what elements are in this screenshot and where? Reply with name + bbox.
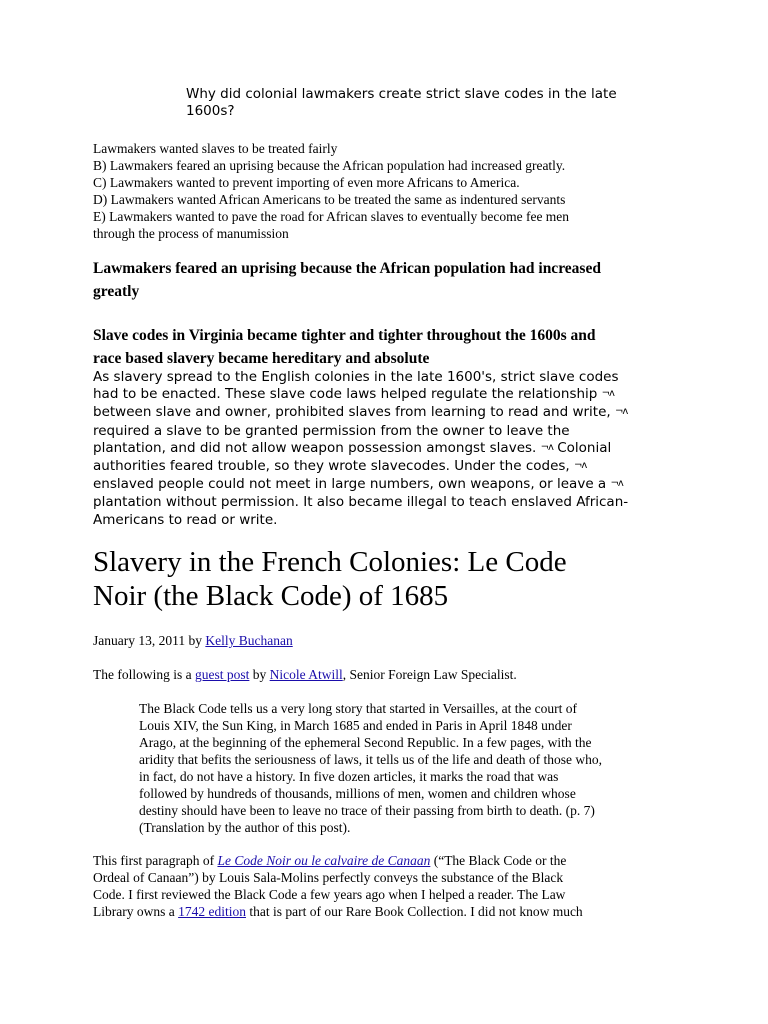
- slave-codes-heading: [93, 324, 673, 370]
- guest-post-link[interactable]: guest post: [194, 667, 250, 682]
- paragraph-line: [93, 458, 668, 476]
- answer-options: [93, 140, 673, 242]
- line-text: between slave and owner, prohibited slaves from learning to read and write,: [93, 404, 611, 421]
- block-quote: [139, 700, 679, 836]
- option-item: through the process of manumission: [93, 226, 289, 241]
- option-item: C) Lawmakers wanted to prevent importing of even more Africans to America.: [93, 175, 520, 190]
- answer-heading: [93, 257, 673, 303]
- intro-line: [93, 666, 517, 683]
- 1742-edition-link[interactable]: 1742 edition: [178, 904, 246, 919]
- paragraph-line: Americans to read or write.: [93, 511, 278, 528]
- answer-line: Lawmakers feared an uprising because the African population had increased: [93, 260, 601, 277]
- question-text: [186, 86, 656, 120]
- paragraph-line: [93, 440, 668, 458]
- paragraph-line: As slavery spread to the English colonies in the late 1600's, strict slave codes: [93, 369, 619, 385]
- paragraph-line: [93, 386, 668, 404]
- post-date: January 13, 2011 by: [93, 633, 202, 648]
- not-sign-glyph: ¬ʌ: [574, 460, 587, 472]
- line-text: authorities feared trouble, so they wrote slavecodes. Under the codes,: [93, 458, 570, 475]
- not-sign-glyph: ¬ʌ: [614, 406, 628, 418]
- body-text: that is part of our Rare Book Collection. I did not know much: [249, 904, 583, 919]
- option-item: B) Lawmakers feared an uprising because the African population had increased greatly.: [93, 158, 566, 173]
- intro-text: The following is a: [93, 667, 192, 682]
- option-item: Lawmakers wanted slaves to be treated fairly: [93, 141, 338, 156]
- body-line: [93, 903, 673, 920]
- title-line: Slavery in the French Colonies: Le Code: [93, 546, 567, 578]
- line-text: enslaved people could not meet in large numbers, own weapons, or leave a: [93, 476, 607, 493]
- line-text: plantation, and did not allow weapon possession amongst slaves.: [93, 439, 537, 456]
- body-text: This first paragraph of: [93, 853, 215, 868]
- nicole-atwill-link[interactable]: Nicole Atwill: [269, 667, 343, 682]
- author-link[interactable]: Kelly Buchanan: [205, 633, 293, 648]
- quote-line: followed by hundreds of thousands, millions of men, women and children whose: [139, 786, 576, 801]
- slave-codes-paragraph: [93, 369, 668, 529]
- title-line: Noir (the Black Code) of 1685: [93, 580, 449, 612]
- body-text: Library owns a: [93, 904, 175, 919]
- article-title: [93, 545, 693, 613]
- paragraph-line: required a slave to be granted permission from the owner to leave the: [93, 422, 570, 439]
- option-item: D) Lawmakers wanted African Americans to be treated the same as indentured servants: [93, 192, 566, 207]
- heading-line: Slave codes in Virginia became tighter and tighter throughout the 1600s and: [93, 327, 596, 344]
- quote-line: Arago, at the beginning of the ephemeral Second Republic. In a few pages, with the: [139, 735, 592, 750]
- body-text: (“The Black Code or the: [433, 853, 567, 868]
- paragraph-line: [93, 476, 668, 494]
- intro-text: by: [252, 667, 267, 682]
- quote-line: aridity that befits the seriousness of laws, it tells us of the life and death of those who,: [139, 752, 603, 767]
- body-line: Code. I first reviewed the Black Code a few years ago when I helped a reader. The Law: [93, 887, 566, 902]
- quote-line: (Translation by the author of this post).: [139, 820, 351, 835]
- quote-line: in fact, do not have a history. In five dozen articles, it marks the road that was: [139, 769, 559, 784]
- book-title-link[interactable]: Le Code Noir ou le calvaire de Canaan: [217, 853, 431, 868]
- intro-text: , Senior Foreign Law Specialist.: [342, 667, 517, 682]
- paragraph-line: plantation without permission. It also became illegal to teach enslaved African-: [93, 494, 629, 511]
- quote-line: Louis XIV, the Sun King, in March 1685 and ended in Paris in April 1848 under: [139, 718, 572, 733]
- body-line: Ordeal of Canaan”) by Louis Sala-Molins perfectly conveys the substance of the Black: [93, 870, 564, 885]
- line-text: had to be enacted. These slave code laws helped regulate the relationship: [93, 386, 598, 403]
- byline: [93, 632, 293, 649]
- heading-line: race based slavery became hereditary and absolute: [93, 350, 430, 367]
- question-line: 1600s?: [186, 103, 235, 119]
- body-line: [93, 852, 673, 869]
- not-sign-glyph: ¬ʌ: [601, 388, 614, 400]
- body-paragraph: [93, 852, 673, 920]
- answer-line: greatly: [93, 283, 140, 300]
- option-item: E) Lawmakers wanted to pave the road for African slaves to eventually become fee men: [93, 209, 570, 224]
- line-text: Colonial: [557, 439, 612, 456]
- quote-line: destiny should have been to leave no trace of their passing from birth to death. (p. 7): [139, 803, 595, 818]
- question-line: Why did colonial lawmakers create strict slave codes in the late: [186, 86, 617, 102]
- quote-line: The Black Code tells us a very long story that started in Versailles, at the court of: [139, 701, 578, 716]
- paragraph-line: [93, 404, 668, 422]
- not-sign-glyph: ¬ʌ: [540, 441, 553, 453]
- not-sign-glyph: ¬ʌ: [610, 478, 623, 490]
